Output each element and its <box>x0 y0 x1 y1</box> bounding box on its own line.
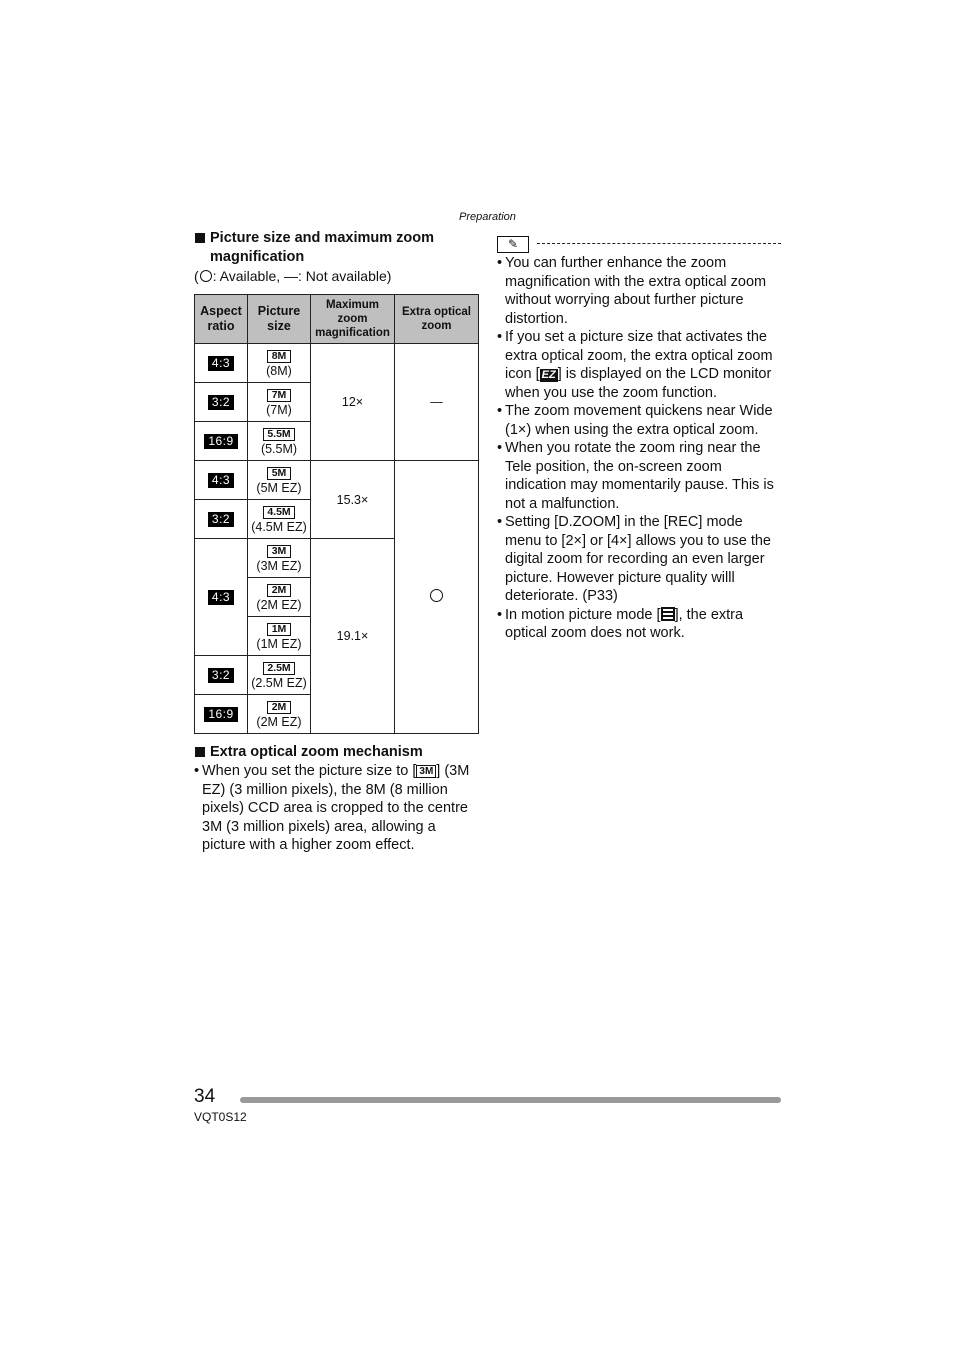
square-bullet-icon <box>195 233 205 243</box>
picture-size-icon: 1M <box>267 623 291 636</box>
zoom-table <box>194 294 479 734</box>
picture-size-label: (2M EZ) <box>256 715 302 729</box>
motion-picture-icon <box>661 607 675 621</box>
right-column <box>497 236 781 643</box>
picture-size-icon: 5.5M <box>263 428 294 441</box>
note-bullet: • In motion picture mode [ ], the extra optical zoom does not work. <box>497 606 744 641</box>
table-row <box>195 344 479 383</box>
note-bullet: • You can further enhance the zoom magnification with the extra optical zoom without worrying about further picture distortion. <box>497 255 767 327</box>
note-bullet: • When you rotate the zoom ring near the Tele position, the on-screen zoom indication may momentarily pause. This is not a malfunction. <box>497 440 774 512</box>
square-bullet-icon <box>195 747 205 757</box>
dashed-divider <box>537 243 781 244</box>
aspect-ratio-badge: 3:2 <box>208 395 234 410</box>
zoom-value: 15.3× <box>311 461 395 539</box>
extra-optical-available <box>395 461 479 734</box>
availability-legend: ( : Available, —: Not available) <box>194 268 392 284</box>
aspect-ratio-badge: 4:3 <box>208 356 234 371</box>
picture-size-label: (7M) <box>266 403 292 417</box>
picture-size-icon: 2.5M <box>263 662 294 675</box>
bullet-icon: • <box>497 403 503 419</box>
circle-icon <box>430 589 443 602</box>
picture-size-heading: Picture size and maximum zoom magnification <box>194 229 478 267</box>
picture-size-icon: 3M <box>267 545 291 558</box>
picture-size-label: (5.5M) <box>260 442 298 456</box>
bullet-icon: • <box>497 606 503 623</box>
bullet-icon: • <box>497 440 503 456</box>
footer-bar <box>240 1097 781 1103</box>
picture-size-icon: 8M <box>267 350 291 363</box>
aspect-ratio-badge: 3:2 <box>208 668 234 683</box>
picture-size-label: (4.5M EZ) <box>251 520 307 534</box>
picture-size-label: (5M EZ) <box>256 481 302 495</box>
document-code: VQT0S12 <box>194 1110 247 1124</box>
header-extra-optical: Extra optical zoom <box>395 295 479 344</box>
mechanism-text: • When you set the picture size to [ 3M ] (3M EZ) (3 million pixels), the 8M (8 million pixels) CCD area is cropped to the centre 3M (3 million pixels) area, allowing a picture with a higher zoom effect. <box>194 763 470 853</box>
picture-size-icon: 2M <box>267 701 291 714</box>
aspect-ratio-badge: 16:9 <box>204 434 237 449</box>
picture-size-label: (8M) <box>266 364 292 378</box>
aspect-ratio-badge: 4:3 <box>208 473 234 488</box>
picture-size-icon: 2M <box>267 584 291 597</box>
bullet-icon: • <box>497 255 503 271</box>
zoom-value: 19.1× <box>311 539 395 734</box>
mechanism-heading: Extra optical zoom mechanism <box>194 743 478 762</box>
aspect-ratio-badge: 3:2 <box>208 512 234 527</box>
header-max-zoom: Maximum zoom magnification <box>311 295 395 344</box>
aspect-ratio-badge: 16:9 <box>204 707 237 722</box>
picture-size-label: (1M EZ) <box>256 637 302 651</box>
table-row <box>195 461 479 500</box>
header-picture-size: Picture size <box>248 295 311 344</box>
note-bullet: • If you set a picture size that activates the extra optical zoom, the extra optical zoom icon [ EZ ] is displayed on the LCD monitor when you use the zoom function. <box>497 329 773 401</box>
bullet-icon: • <box>497 514 503 530</box>
note-bullet: • Setting [D.ZOOM] in the [REC] mode menu to [2×] or [4×] allows you to use the digital zoom for recording an even larger picture. However picture quality willl deteriorate. (P33) <box>497 514 771 604</box>
zoom-value: 12× <box>311 344 395 461</box>
note-bullet: • The zoom movement quickens near Wide (1×) when using the extra optical zoom. <box>497 403 773 438</box>
picture-size-icon: 5M <box>267 467 291 480</box>
page-number: 34 <box>194 1086 216 1107</box>
note-pencil-icon: ✎ <box>497 236 529 253</box>
header-aspect-ratio: Aspect ratio <box>195 295 248 344</box>
picture-size-label: (3M EZ) <box>256 559 302 573</box>
picture-size-label: (2M EZ) <box>256 598 302 612</box>
picture-size-label: (2.5M EZ) <box>251 676 307 690</box>
bullet-icon: • <box>497 329 503 345</box>
picture-size-icon: 4.5M <box>263 506 294 519</box>
left-column <box>194 229 478 855</box>
extra-optical-zoom-icon: EZ <box>541 369 556 381</box>
extra-optical-unavailable: — <box>395 344 479 461</box>
picture-size-3m-icon: 3M <box>416 765 436 778</box>
table-header-row <box>195 295 479 344</box>
picture-size-icon: 7M <box>267 389 291 402</box>
circle-icon <box>200 270 212 282</box>
section-label: Preparation <box>459 211 516 223</box>
aspect-ratio-badge: 4:3 <box>208 590 234 605</box>
bullet-icon: • <box>194 763 200 779</box>
note-header <box>497 236 781 254</box>
